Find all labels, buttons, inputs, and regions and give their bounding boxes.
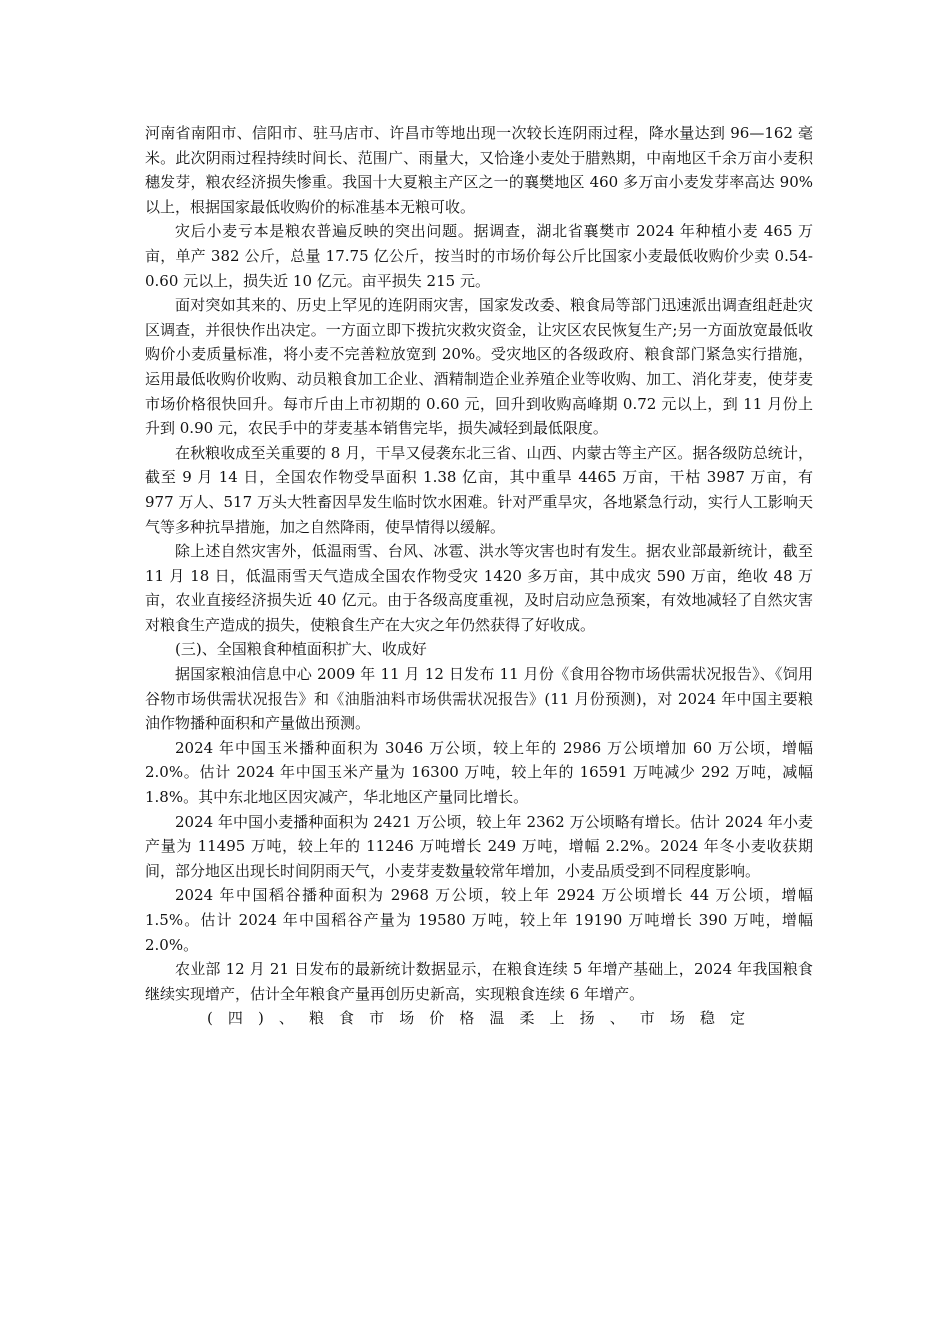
paragraph-10: 2024 年中国稻谷播种面积为 2968 万公顷，较上年 2924 万公顷增长 44 万公顷，增幅 1.5%。估计 2024 年中国稻谷产量为 19580 万吨，较上年 19190 万吨增长 390 万吨，增幅 2.0%。: [145, 886, 813, 954]
section-heading-3: (三)、全国粮食种植面积扩大、收成好: [175, 640, 427, 659]
paragraph-1: 河南省南阳市、信阳市、驻马店市、许昌市等地出现一次较长连阴雨过程，降水量达到 96—162 毫米。此次阴雨过程持续时间长、范围广、雨量大，又恰逢小麦处于腊熟期，中南地区千余万亩小麦积穗发芽，粮农经济损失惨重。我国十大夏粮主产区之一的襄樊地区 460 多万亩小麦发芽率高达 90%以上，根据国家最低收购价的标准基本无粮可收。: [145, 124, 813, 216]
paragraph-9: 2024 年中国小麦播种面积为 2421 万公顷，较上年 2362 万公顷略有增长。估计 2024 年小麦产量为 11495 万吨，较上年的 11246 万吨增长 249 万吨，增幅 2.2%。2024 年冬小麦收获期间，部分地区出现长时间阴雨天气，小麦芽麦数量较常年增加，小麦品质受到不同程度影响。: [145, 812, 813, 880]
paragraph-8: 2024 年中国玉米播种面积为 3046 万公顷，较上年的 2986 万公顷增加 60 万公顷，增幅 2.0%。估计 2024 年中国玉米产量为 16300 万吨，较上年的 16591 万吨减少 292 万吨，减幅 1.8%。其中东北地区因灾减产，华北地区产量同比增长。: [145, 738, 813, 807]
section-heading-4: (四)、粮食市场价格温柔上扬、市场稳定: [207, 1009, 745, 1028]
paragraph-4: 在秋粮收成至关重要的 8 月，干旱又侵袭东北三省、山西、内蒙古等主产区。据各级防总统计，截至 9 月 14 日，全国农作物受旱面积 1.38 亿亩，其中重旱 4465 万亩，干枯 3987 万亩，有 977 万人、517 万头大牲畜因旱发生临时饮水困难。针对严重旱灾，各地紧急行动，实行人工影响天气等多种抗旱措施，加之自然降雨，使旱情得以缓解。: [145, 443, 813, 536]
paragraph-11: 农业部 12 月 21 日发布的最新统计数据显示，在粮食连续 5 年增产基础上，2024 年我国粮食继续实现增产，估计全年粮食产量再创历史新高，实现粮食连续 6 年增产。: [145, 960, 813, 1003]
document-body: [145, 121, 813, 1031]
paragraph-7: 据国家粮油信息中心 2009 年 11 月 12 日发布 11 月份《食用谷物市场供需状况报告》、《饲用谷物市场供需状况报告》和《油脂油料市场供需状况报告》(11 月份预测)，对 2024 年中国主要粮油作物播种面积和产量做出预测。: [145, 665, 813, 733]
paragraph-3: 面对突如其来的、历史上罕见的连阴雨灾害，国家发改委、粮食局等部门迅速派出调查组赶赴灾区调查，并很快作出决定。一方面立即下拨抗灾救灾资金，让灾区农民恢复生产;另一方面放宽最低收购价小麦质量标准，将小麦不完善粒放宽到 20%。受灾地区的各级政府、粮食部门紧急实行措施，运用最低收购价收购、动员粮食加工企业、酒精制造企业养殖企业等收购、加工、消化芽麦，使芽麦市场价格很快回升。每市斤由上市初期的 0.60 元，回升到收购高峰期 0.72 元以上，到 11 月份上升到 0.90 元，农民手中的芽麦基本销售完毕，损失减轻到最低限度。: [145, 296, 813, 438]
paragraph-2: 灾后小麦亏本是粮农普遍反映的突出问题。据调查，湖北省襄樊市 2024 年种植小麦 465 万亩，单产 382 公斤，总量 17.75 亿公斤，按当时的市场价每公斤比国家小麦最低收购价少卖 0.54-0.60 元以上，损失近 10 亿元。亩平损失 215 元。: [145, 222, 813, 290]
paragraph-5: 除上述自然灾害外，低温雨雪、台风、冰雹、洪水等灾害也时有发生。据农业部最新统计，截至 11 月 18 日，低温雨雪天气造成全国农作物受灾 1420 多万亩，其中成灾 590 万亩，绝收 48 万亩，农业直接经济损失近 40 亿元。由于各级高度重视，及时启动应急预案，有效地减轻了自然灾害对粮食生产造成的损失，使粮食生产在大灾之年仍然获得了好收成。: [145, 542, 813, 634]
